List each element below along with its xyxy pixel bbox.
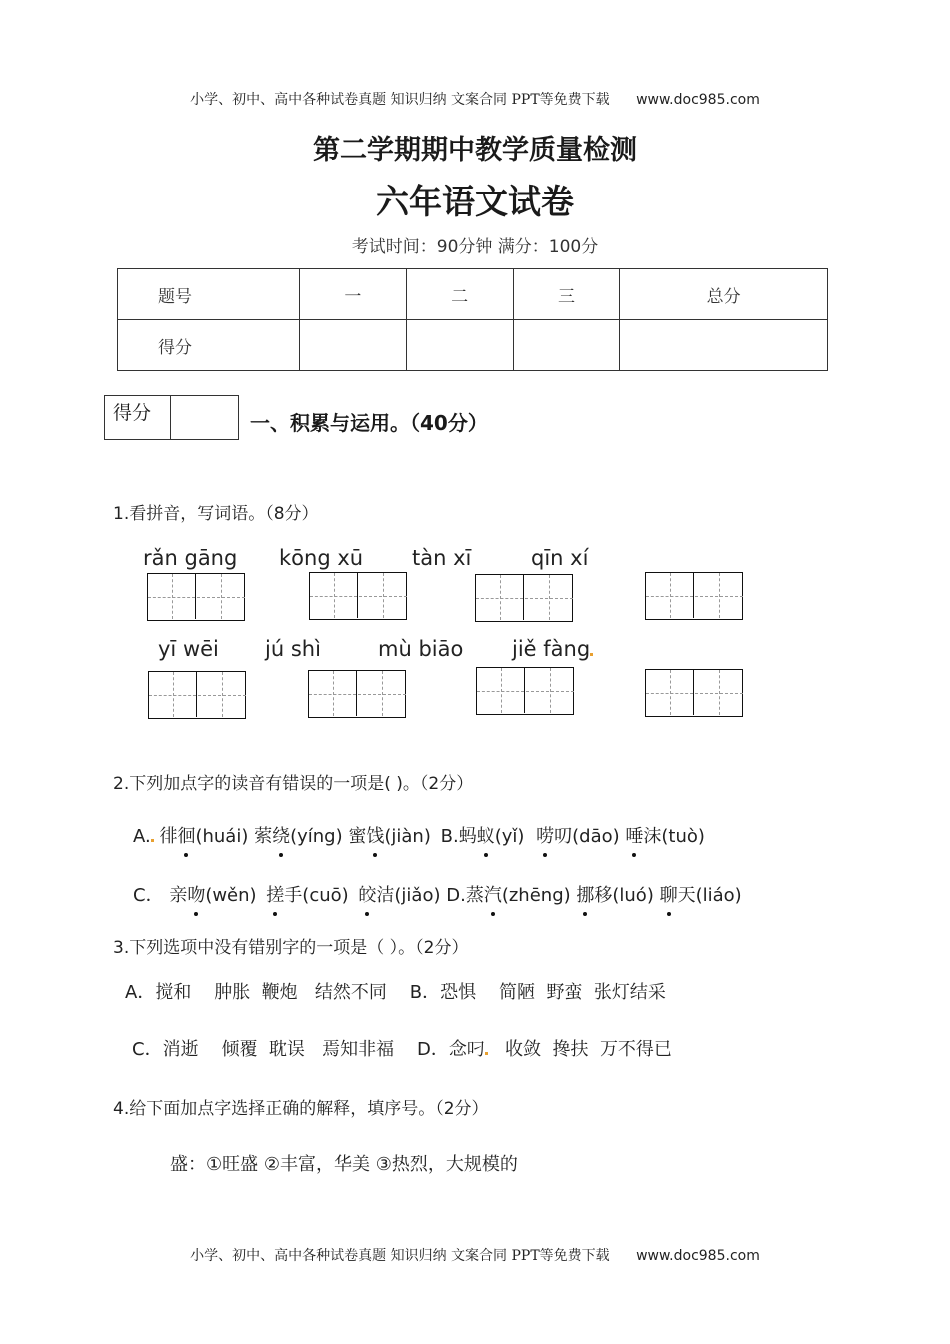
option-a: A. 徘徊(huái) 萦绕(yíng) 蜜饯(jiàn) B.蚂蚁(yǐ) 唠叨(dāo) 唾沫(tuò) bbox=[133, 822, 705, 848]
answer-grid[interactable] bbox=[148, 671, 246, 719]
q4-definitions: 盛：①旺盛 ②丰富，华美 ③热烈，大规模的 bbox=[170, 1154, 518, 1175]
question-3: 3.下列选项中没有错别字的一项是（ ）。（2分） bbox=[113, 938, 469, 958]
pinyin-label: tàn xī bbox=[412, 546, 472, 570]
question-4: 4.给下面加点字选择正确的解释，填序号。（2分） bbox=[113, 1099, 489, 1119]
q3-options-ab: A．搅和 肿胀 鞭炮 结然不同 B．恐惧 简陋 野蛮 张灯结采 bbox=[125, 982, 666, 1003]
answer-grid[interactable] bbox=[476, 667, 574, 715]
page-subtitle: 六年语文试卷 bbox=[376, 182, 574, 221]
footer-url: www.doc985.com bbox=[636, 1248, 760, 1264]
answer-grid[interactable] bbox=[645, 669, 743, 717]
header-text: 小学、初中、高中各种试卷真题 知识归纳 文案合同 PPT等免费下载 bbox=[190, 92, 610, 108]
pinyin-label: qīn xí bbox=[531, 546, 589, 570]
score-cell[interactable] bbox=[300, 320, 407, 371]
score-row-label: 得分 bbox=[118, 320, 300, 371]
score-table-header: 题号 bbox=[118, 269, 300, 320]
page-title: 第二学期期中教学质量检测 bbox=[313, 135, 637, 166]
answer-grid[interactable] bbox=[308, 670, 406, 718]
score-table-header: 总分 bbox=[620, 269, 828, 320]
answer-grid[interactable] bbox=[147, 573, 245, 621]
pinyin-label: rǎn gāng bbox=[143, 546, 238, 570]
score-table-row bbox=[118, 320, 828, 371]
pinyin-label: yī wēi bbox=[158, 637, 219, 661]
score-table-header: 三 bbox=[513, 269, 620, 320]
option-c: C． 亲吻(wěn) 搓手(cuō) 皎洁(jiǎo) D.蒸汽(zhēng) 挪移(luó) 聊天(liáo) bbox=[133, 881, 742, 907]
score-table bbox=[117, 268, 828, 371]
question-1: 1.看拼音，写词语。（8分） bbox=[113, 504, 319, 524]
section-score-label: 得分 bbox=[105, 396, 171, 439]
page-footer bbox=[0, 1245, 950, 1265]
pinyin-label: jiě fàng bbox=[512, 637, 593, 661]
footer-text: 小学、初中、高中各种试卷真题 知识归纳 文案合同 PPT等免费下载 bbox=[190, 1248, 610, 1264]
pinyin-label: jú shì bbox=[265, 637, 321, 661]
score-cell[interactable] bbox=[406, 320, 513, 371]
q3-options-cd: C．消逝 倾覆 耽误 焉知非福 D．念叼 收敛 搀扶 万不得已 bbox=[132, 1039, 672, 1060]
section-score-box bbox=[104, 395, 239, 440]
pinyin-label: mù biāo bbox=[378, 637, 464, 661]
score-cell[interactable] bbox=[513, 320, 620, 371]
score-table-header-row bbox=[118, 269, 828, 320]
answer-grid[interactable] bbox=[645, 572, 743, 620]
score-cell[interactable] bbox=[620, 320, 828, 371]
pinyin-label: kōng xū bbox=[279, 546, 364, 570]
header-url: www.doc985.com bbox=[636, 92, 760, 108]
score-table-header: 二 bbox=[406, 269, 513, 320]
section-title: 一、积累与运用。（40分） bbox=[250, 411, 488, 435]
page-header bbox=[0, 89, 950, 109]
score-table-header: 一 bbox=[300, 269, 407, 320]
question-2: 2.下列加点字的读音有错误的一项是( )。（2分） bbox=[113, 774, 474, 794]
exam-info: 考试时间：90分钟 满分：100分 bbox=[351, 237, 599, 257]
answer-grid[interactable] bbox=[309, 572, 407, 620]
answer-grid[interactable] bbox=[475, 574, 573, 622]
